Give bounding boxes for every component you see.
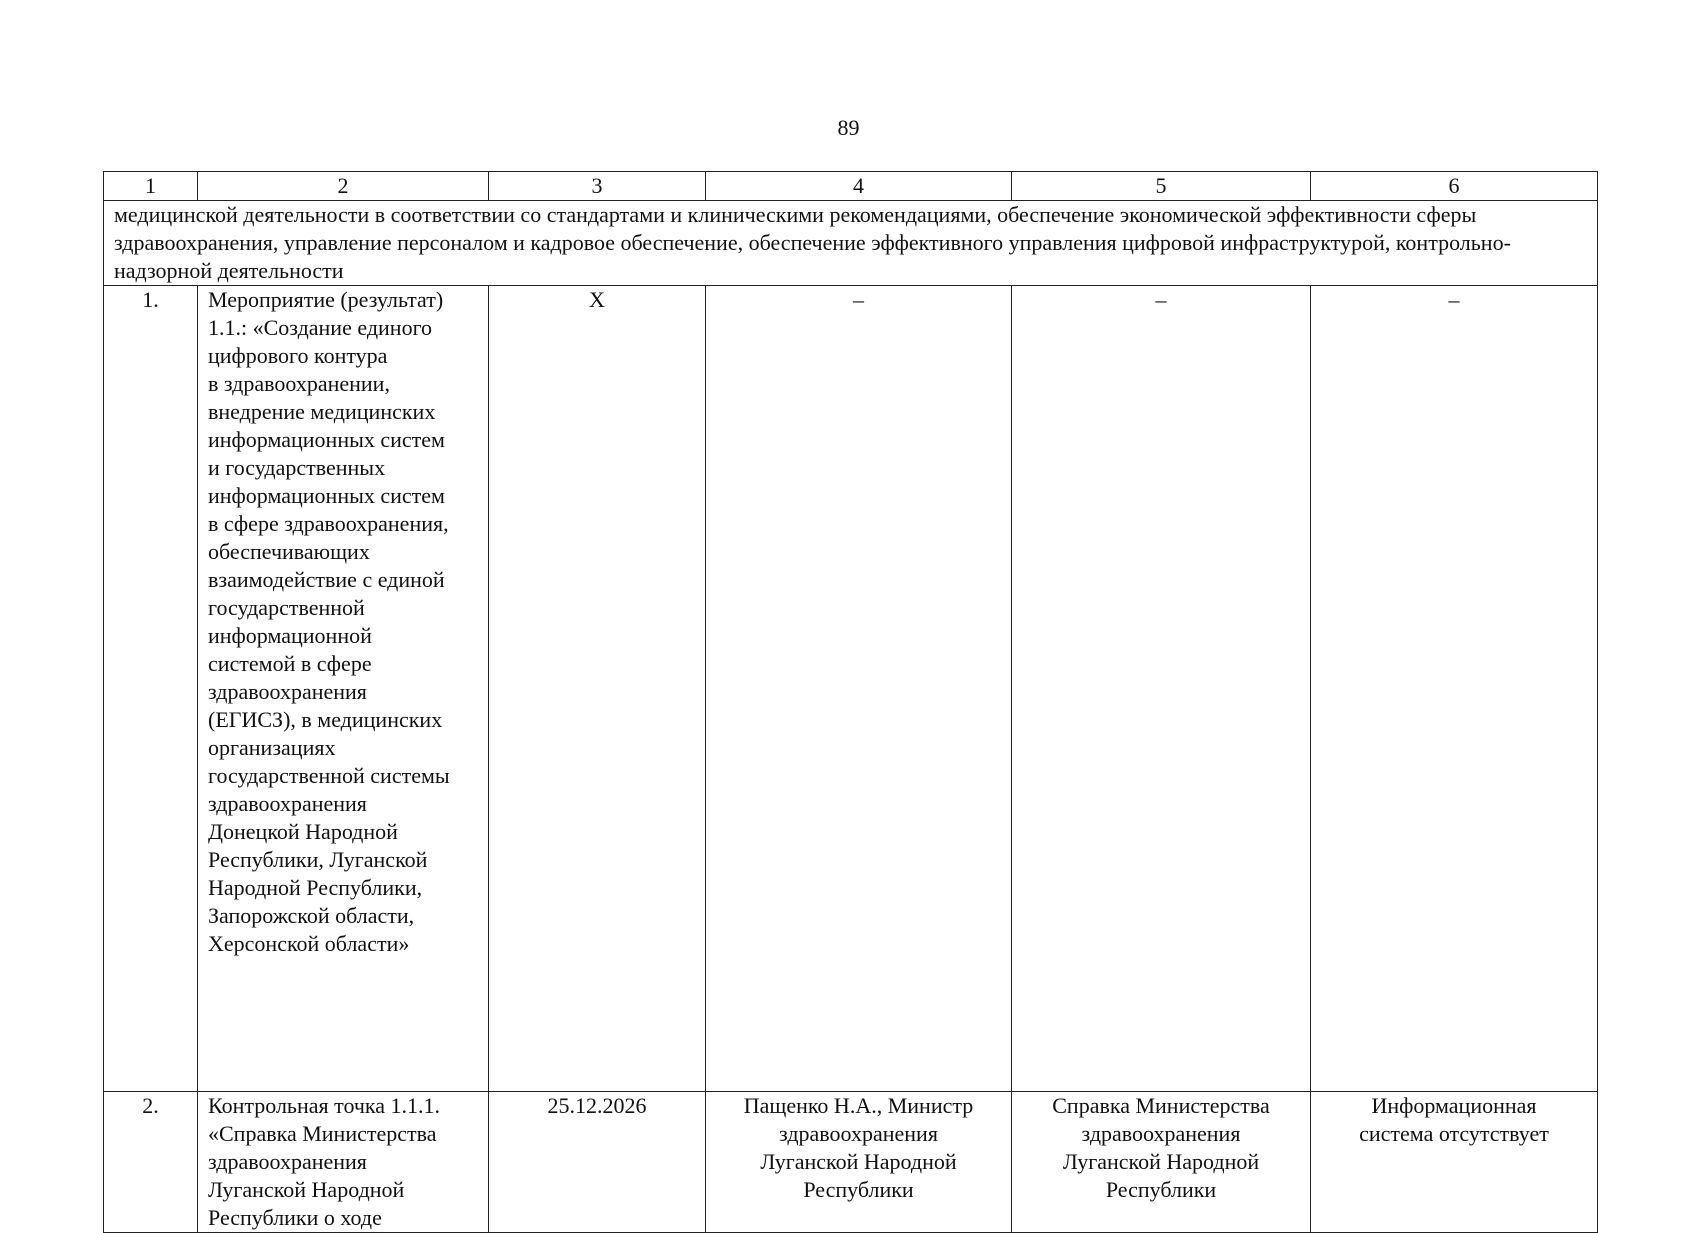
section-text: медицинской деятельности в соответствии со стандартами и клиническими рекомендациями, обеспечение экономической эффективности сферы здравоохранения, управление персоналом и кадровое обеспечение, обеспечение эффективного управления цифровой инфраструктурой, контрольно-надзорной деятельности	[104, 201, 1598, 286]
document-table	[103, 171, 1598, 1233]
table-row	[104, 1092, 1598, 1233]
row-document: –	[1012, 286, 1311, 1092]
table-header-row	[104, 172, 1598, 201]
row-info-system: Информационная система отсутствует	[1311, 1092, 1598, 1233]
section-row	[104, 201, 1598, 286]
row-name: Мероприятие (результат) 1.1.: «Создание единого цифрового контура в здравоохранении, внедрение медицинских информационных систем и государственных информационных систем в сфере здравоохранения, обеспечивающих взаимодействие с единой государственной информационной системой в сфере здравоохранения (ЕГИСЗ), в медицинских организациях государственной системы здравоохранения Донецкой Народной Республики, Луганской Народной Республики, Запорожской области, Херсонской области»	[198, 286, 489, 1092]
column-number-3: 3	[489, 172, 706, 201]
row-name: Контрольная точка 1.1.1. «Справка Министерства здравоохранения Луганской Народной Республики о ходе	[198, 1092, 489, 1233]
page-number: 89	[837, 115, 860, 140]
row-number: 2.	[104, 1092, 198, 1233]
table-row	[104, 286, 1598, 1092]
row-deadline: X	[489, 286, 706, 1092]
column-number-1: 1	[104, 172, 198, 201]
column-number-4: 4	[706, 172, 1012, 201]
column-number-6: 6	[1311, 172, 1598, 201]
row-responsible: Пащенко Н.А., Министр здравоохранения Луганской Народной Республики	[706, 1092, 1012, 1233]
column-number-2: 2	[198, 172, 489, 201]
row-number: 1.	[104, 286, 198, 1092]
row-document: Справка Министерства здравоохранения Луганской Народной Республики	[1012, 1092, 1311, 1233]
row-responsible: –	[706, 286, 1012, 1092]
column-number-5: 5	[1012, 172, 1311, 201]
row-info-system: –	[1311, 286, 1598, 1092]
row-deadline: 25.12.2026	[489, 1092, 706, 1233]
